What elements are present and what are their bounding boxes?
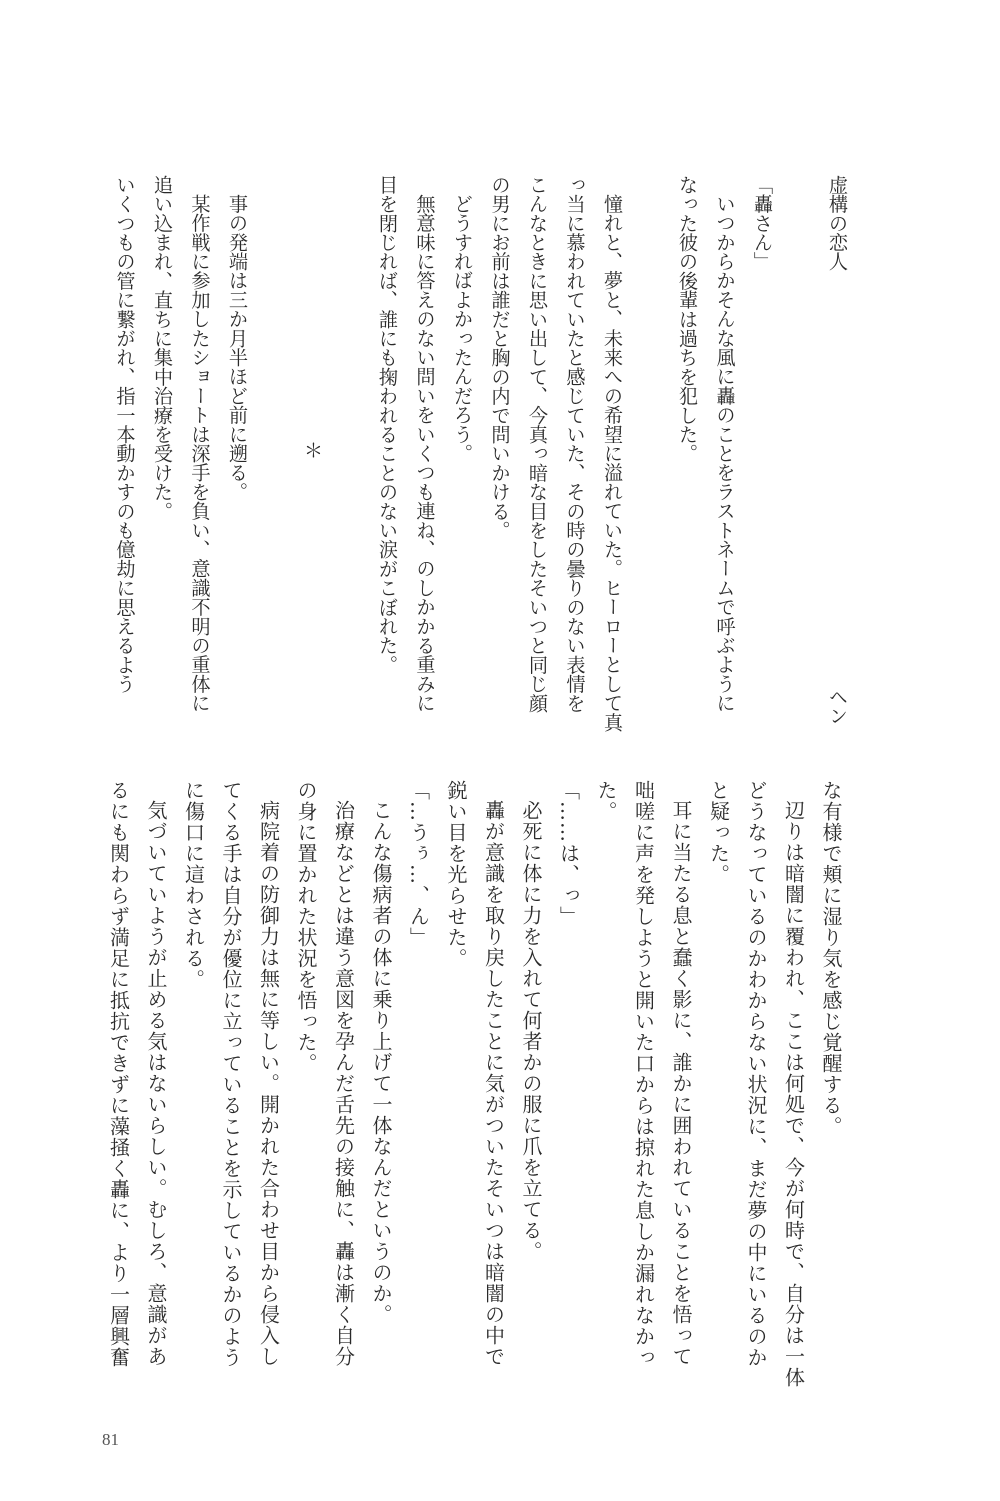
- text-line: 気づいていようが止める気はないらしい。むしろ、意識があ: [144, 800, 168, 1367]
- text-line: 無意味に答えのない問いをいくつも連ね、のしかかる重みに: [413, 194, 437, 713]
- text-line: 治療などとは違う意図を孕んだ舌先の接触に、轟は漸く自分: [331, 800, 356, 1367]
- text-line: 耳に当たる息と蠢く影に、誰かに囲われていることを悟って: [669, 800, 693, 1367]
- text-line: 鋭い目を光らせた。: [444, 780, 468, 969]
- text-line: っ当に慕われていたと感じていた、その時の曇りのない表情を: [563, 175, 587, 713]
- blank-line: [781, 175, 819, 725]
- text-line: 咄嗟に声を発しようと開いた口からは掠れた息しか漏れなかっ: [631, 780, 656, 1368]
- text-line: 辺りは暗闇に覆われ、ここは何処で、今が何時で、自分は一体: [781, 800, 806, 1388]
- text-line: いくつもの管に繋がれ、指一本動かすのも億劫に思えるよう: [113, 175, 137, 694]
- text-line: に傷口に這わされる。: [181, 780, 206, 990]
- text-line: の男にお前は誰だと胸の内で問いかける。: [488, 175, 512, 540]
- text-line: いつからかそんな風に轟のことをラストネームで呼ぶように: [713, 194, 737, 713]
- blank-line: [331, 175, 369, 725]
- section-break: ＊: [301, 440, 324, 460]
- text-line: こんなときに思い出して、今真っ暗な目をしたそいつと同じ顔: [526, 175, 549, 713]
- text-line: 必死に体に力を入れて何者かの服に爪を立てる。: [519, 800, 543, 1262]
- top-text-block: [106, 175, 856, 732]
- text-line: 病院着の防御力は無に等しい。開かれた合わせ目から侵入し: [256, 800, 281, 1367]
- text-line: の身に置かれた状況を悟った。: [294, 780, 318, 1074]
- text-line: どうすればよかったんだろう。: [451, 194, 474, 463]
- text-line: こんな傷病者の体に乗り上げて一体なんだというのか。: [369, 800, 393, 1325]
- blank-line: [256, 175, 294, 725]
- page-number: 81: [102, 1430, 119, 1449]
- text-line: 事の発端は三か月半ほど前に遡る。: [226, 194, 249, 502]
- text-line: と疑った。: [706, 780, 731, 885]
- text-line: るにも関わらず満足に抵抗できずに藻掻く轟に、より一層興奮: [106, 780, 131, 1368]
- text-line: 憧れと、夢と、未来への希望に溢れていた。ヒーローとして真: [601, 194, 624, 732]
- text-line: 「轟さん」: [751, 175, 774, 271]
- bottom-text-block: [99, 780, 849, 1395]
- text-line: 目を閉じれば、誰にも掬われることのない涙がこぼれた。: [376, 175, 399, 675]
- text-line: 追い込まれ、直ちに集中治療を受けた。: [151, 175, 174, 521]
- text-line: 某作戦に参加したショートは深手を負い、意識不明の重体に: [188, 194, 212, 713]
- text-line: 「…うぅ…、ん」: [406, 780, 431, 948]
- author-name: ヘン: [826, 686, 849, 725]
- text-line: どうなっているのかわからない状況に、まだ夢の中にいるのか: [744, 780, 768, 1368]
- text-line: てくる手は自分が優位に立っていることを示しているかのよう: [219, 780, 243, 1368]
- text-line: なった彼の後輩は過ちを犯した。: [676, 175, 699, 463]
- text-line: た。: [594, 780, 618, 822]
- title-line: [819, 175, 857, 725]
- text-line: な有様で頬に湿り気を感じ覚醒する。: [819, 780, 843, 1137]
- blank-line: [631, 175, 669, 725]
- text-line: 轟が意識を取り戻したことに気がついたそいつは暗闇の中で: [481, 800, 506, 1367]
- story-title: 虚構の恋人: [826, 175, 849, 271]
- text-line: 「……は、っ」: [556, 780, 581, 927]
